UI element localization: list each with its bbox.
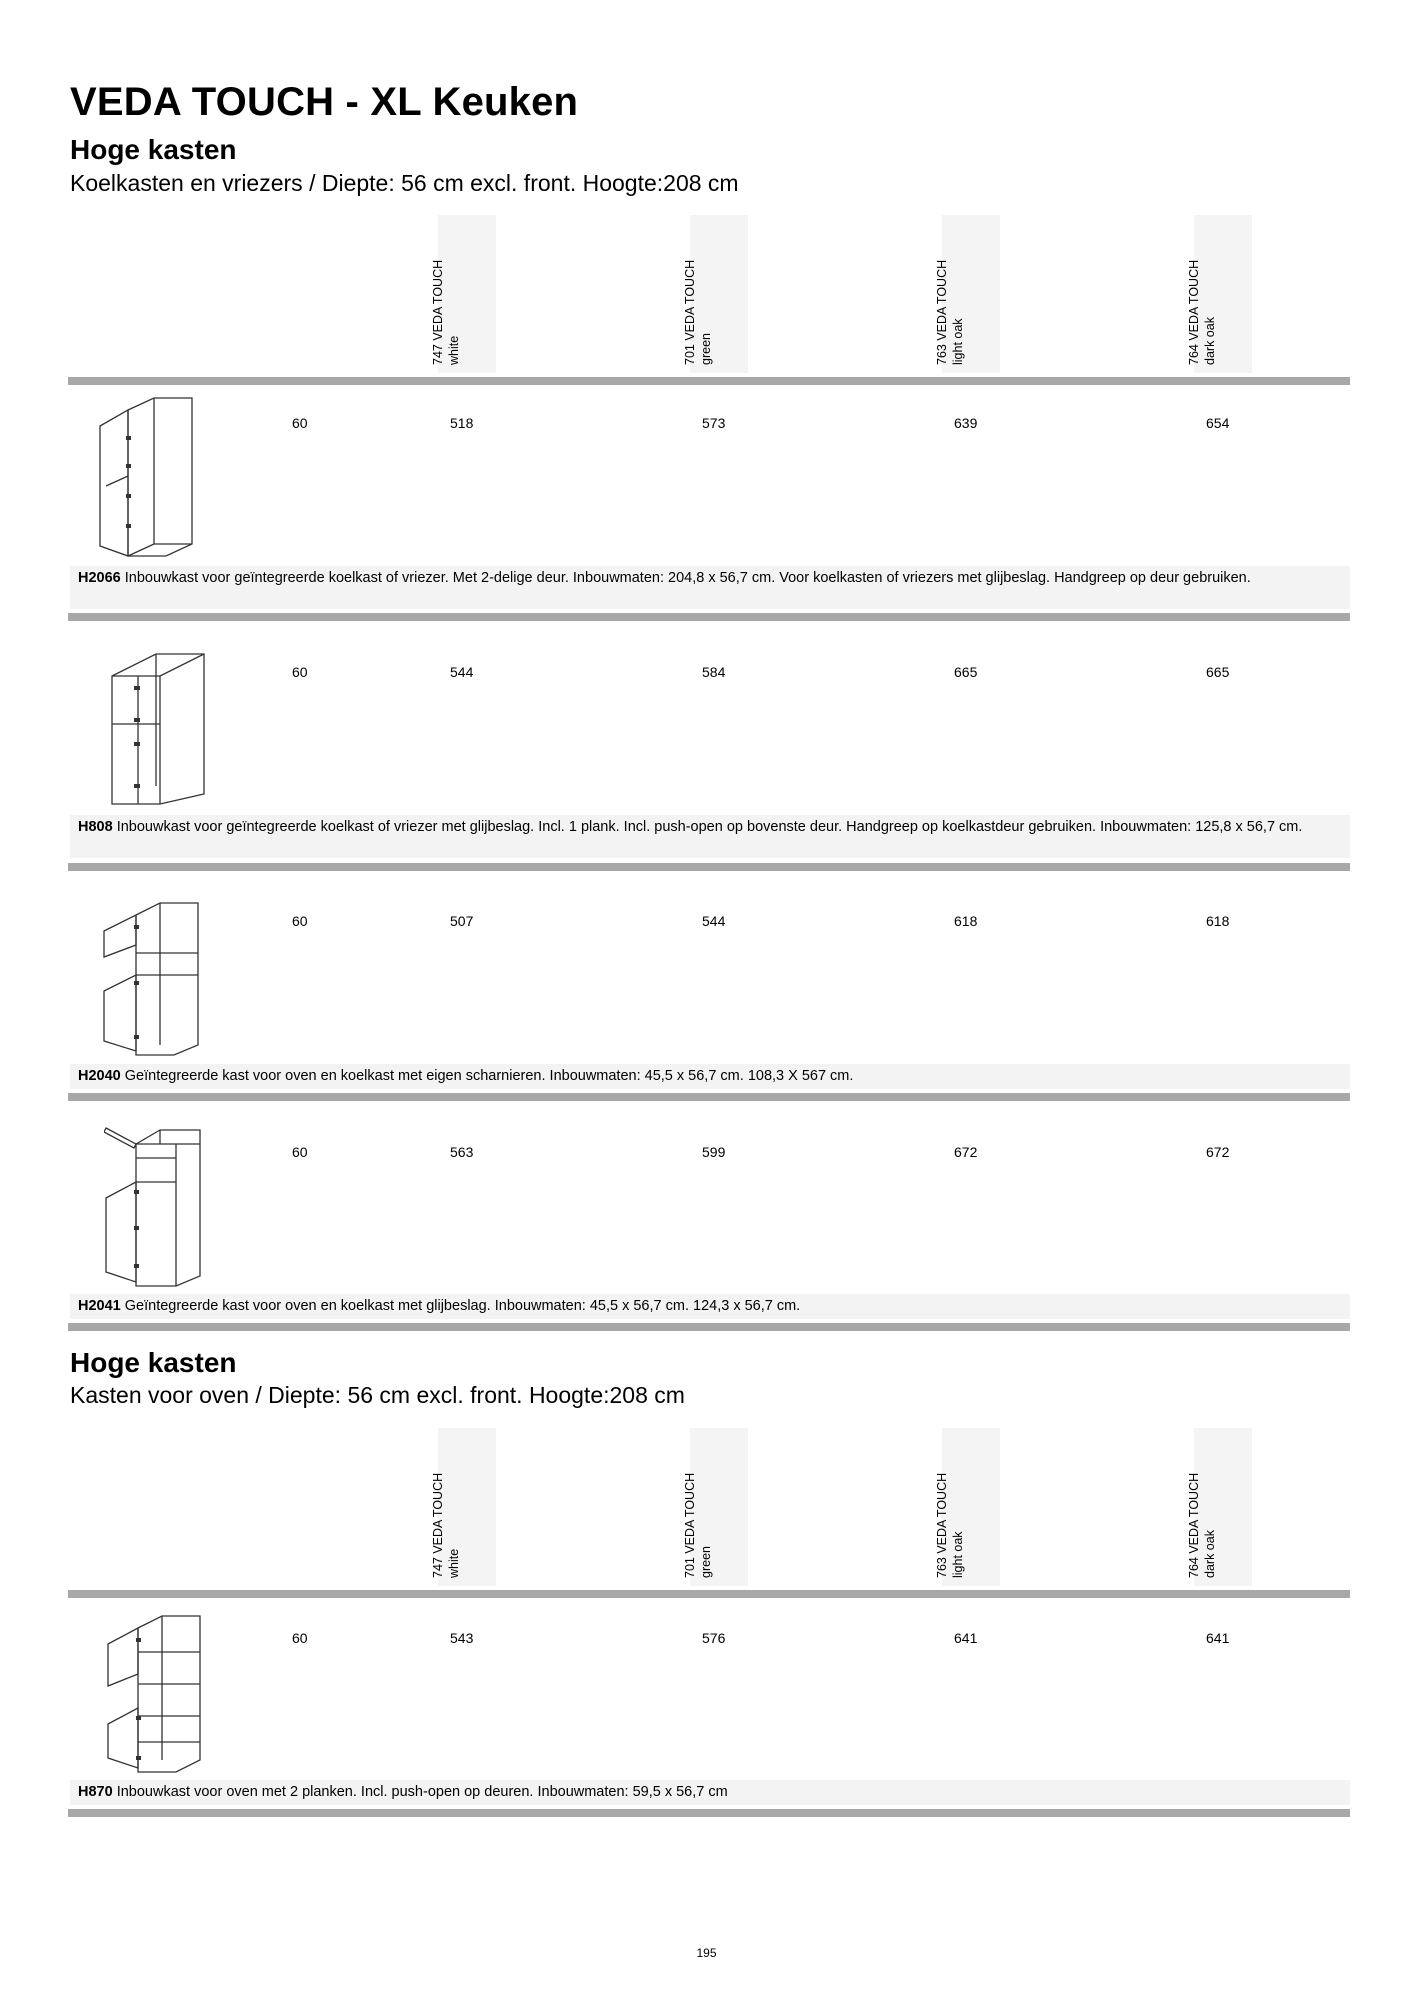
row-width: 60 bbox=[292, 415, 308, 431]
row-divider bbox=[68, 1093, 1350, 1101]
price-701: 576 bbox=[702, 1630, 726, 1646]
column-name: 764 VEDA TOUCH bbox=[1187, 259, 1201, 365]
column-color: green bbox=[699, 1546, 713, 1578]
section-heading: Hoge kasten bbox=[70, 134, 237, 165]
column-name: 701 VEDA TOUCH bbox=[683, 1472, 697, 1578]
price-763: 639 bbox=[954, 415, 978, 431]
cabinet-drawing-h2040 bbox=[100, 895, 204, 1057]
column-name: 701 VEDA TOUCH bbox=[683, 259, 697, 365]
column-name: 747 VEDA TOUCH bbox=[431, 1472, 445, 1578]
cabinet-drawing-h870 bbox=[104, 1612, 204, 1774]
price-747: 507 bbox=[450, 913, 474, 929]
column-name: 763 VEDA TOUCH bbox=[935, 1472, 949, 1578]
item-text: Geïntegreerde kast voor oven en koelkast met eigen scharnieren. Inbouwmaten: 45,5 x 56,7 cm. 108,3 X 567 cm. bbox=[124, 1068, 854, 1084]
price-701: 599 bbox=[702, 1144, 726, 1160]
item-text: Inbouwkast voor geïntegreerde koelkast of vriezer. Met 2-delige deur. Inbouwmaten: 204,8 x 56,7 cm. Voor koelkasten of vriezers met glijbeslag. Handgreep op deur gebruiken. bbox=[124, 570, 1251, 586]
item-text: Geïntegreerde kast voor oven en koelkast met glijbeslag. Inbouwmaten: 45,5 x 56,7 cm. 124,3 x 56,7 cm. bbox=[124, 1298, 801, 1314]
price-701: 573 bbox=[702, 415, 726, 431]
row-width: 60 bbox=[292, 664, 308, 680]
column-header-747 bbox=[431, 215, 496, 373]
section-subheading: Kasten voor oven / Diepte: 56 cm excl. front. Hoogte:208 cm bbox=[70, 1382, 685, 1408]
row-width: 60 bbox=[292, 1630, 308, 1646]
column-color: white bbox=[447, 335, 461, 365]
price-701: 584 bbox=[702, 664, 726, 680]
header-divider bbox=[68, 377, 1350, 385]
item-description bbox=[70, 1294, 1350, 1319]
section-heading: Hoge kasten bbox=[70, 1347, 237, 1378]
item-code: H2040 bbox=[78, 1068, 121, 1084]
price-747: 544 bbox=[450, 664, 474, 680]
column-header-763 bbox=[935, 1428, 1000, 1586]
column-name: 764 VEDA TOUCH bbox=[1187, 1472, 1201, 1578]
price-747: 543 bbox=[450, 1630, 474, 1646]
price-747: 518 bbox=[450, 415, 474, 431]
price-764: 618 bbox=[1206, 913, 1230, 929]
page-number: 195 bbox=[696, 1946, 717, 1960]
column-header-701 bbox=[683, 215, 748, 373]
column-color: white bbox=[447, 1548, 461, 1578]
price-763: 665 bbox=[954, 664, 978, 680]
price-763: 618 bbox=[954, 913, 978, 929]
column-color: light oak bbox=[951, 1531, 965, 1578]
row-divider bbox=[68, 1809, 1350, 1817]
column-name: 747 VEDA TOUCH bbox=[431, 259, 445, 365]
item-code: H2041 bbox=[78, 1298, 121, 1314]
column-name: 763 VEDA TOUCH bbox=[935, 259, 949, 365]
item-text: Inbouwkast voor geïntegreerde koelkast of vriezer met glijbeslag. Incl. 1 plank. Incl. push-open op bovenste deur. Handgreep op koelkastdeur gebruiken. Inbouwmaten: 125,8 x 56,7 cm. bbox=[116, 819, 1303, 835]
item-code: H870 bbox=[78, 1784, 113, 1800]
column-header-701 bbox=[683, 1428, 748, 1586]
column-header-764 bbox=[1187, 215, 1252, 373]
price-763: 641 bbox=[954, 1630, 978, 1646]
row-divider bbox=[68, 1323, 1350, 1331]
section-subheading: Koelkasten en vriezers / Diepte: 56 cm excl. front. Hoogte:208 cm bbox=[70, 170, 739, 196]
row-divider bbox=[68, 863, 1350, 871]
column-color: dark oak bbox=[1203, 317, 1217, 365]
item-description bbox=[70, 1064, 1350, 1089]
item-code: H2066 bbox=[78, 570, 121, 586]
price-764: 641 bbox=[1206, 1630, 1230, 1646]
header-divider bbox=[68, 1590, 1350, 1598]
price-747: 563 bbox=[450, 1144, 474, 1160]
item-description bbox=[70, 566, 1350, 609]
item-description bbox=[70, 815, 1350, 858]
column-header-764 bbox=[1187, 1428, 1252, 1586]
cabinet-drawing-h808 bbox=[108, 646, 208, 806]
price-764: 665 bbox=[1206, 664, 1230, 680]
item-code: H808 bbox=[78, 819, 113, 835]
column-header-747 bbox=[431, 1428, 496, 1586]
column-color: light oak bbox=[951, 318, 965, 365]
row-width: 60 bbox=[292, 1144, 308, 1160]
item-text: Inbouwkast voor oven met 2 planken. Incl. push-open op deuren. Inbouwmaten: 59,5 x 56,7 cm bbox=[116, 1784, 728, 1800]
column-color: dark oak bbox=[1203, 1530, 1217, 1578]
price-763: 672 bbox=[954, 1144, 978, 1160]
item-description bbox=[70, 1780, 1350, 1805]
column-color: green bbox=[699, 333, 713, 365]
row-width: 60 bbox=[292, 913, 308, 929]
row-divider bbox=[68, 613, 1350, 621]
price-764: 672 bbox=[1206, 1144, 1230, 1160]
cabinet-drawing-h2066 bbox=[94, 396, 204, 558]
page-title: VEDA TOUCH - XL Keuken bbox=[70, 80, 579, 124]
cabinet-drawing-h2041 bbox=[104, 1126, 204, 1288]
column-header-763 bbox=[935, 215, 1000, 373]
price-764: 654 bbox=[1206, 415, 1230, 431]
price-701: 544 bbox=[702, 913, 726, 929]
